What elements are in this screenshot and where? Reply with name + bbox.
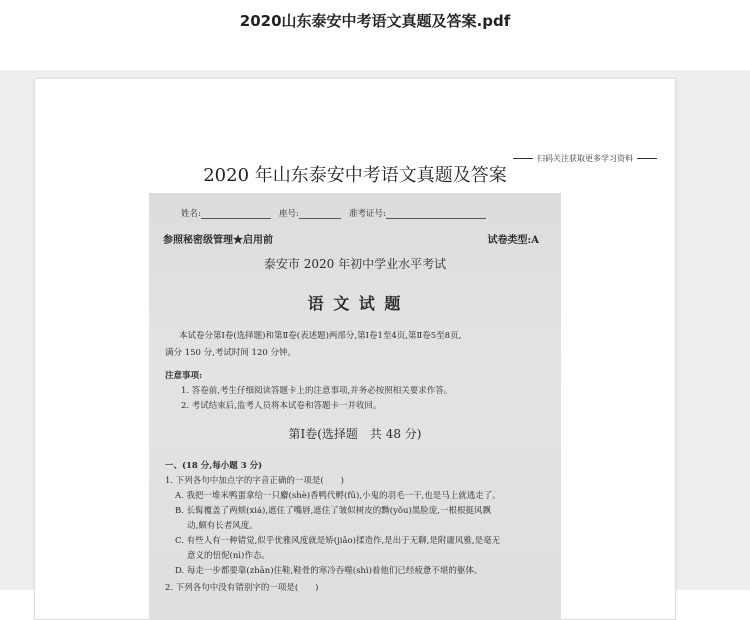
paper-type: 试卷类型:A bbox=[487, 235, 539, 246]
pdf-viewer[interactable] bbox=[0, 70, 750, 593]
q1-option-b-cont: 动,颇有长者风度。 bbox=[187, 521, 258, 531]
subject-title: 语 文 试 题 bbox=[307, 294, 403, 313]
section-title: 第Ⅰ卷(选择题 共 48 分) bbox=[288, 427, 422, 441]
form-fields bbox=[181, 207, 486, 219]
secret-label: 参照秘密级管理★启用前 bbox=[163, 235, 273, 246]
ticket-label: 准考证号: bbox=[348, 209, 386, 219]
q1-option-c: C. 有些人有一种错觉,似乎优雅风度就是矫(jiǎo)揉造作,是出于无聊,是附庸风雅,是毫无 bbox=[175, 536, 501, 546]
title-bar bbox=[0, 0, 750, 70]
q1-option-a: A. 我把一堆米鸭蛋拿给一只麝(shè)香鸭代孵(fū),小鬼的羽毛一干,也是马上就逃走了。 bbox=[175, 491, 501, 501]
q1-option-b: B. 长髯覆盖了两颊(xiá),遮住了嘴唇,遮住了皱似树皮的黝(yǒu)黑脸庞,一根根挺风飘 bbox=[175, 506, 491, 516]
scanned-exam-image bbox=[149, 193, 561, 620]
page-heading: 2020 年山东泰安中考语文真题及答案 bbox=[203, 165, 507, 186]
document-title: 2020山东泰安中考语文真题及答案.pdf bbox=[239, 12, 511, 30]
header-rule-left bbox=[513, 158, 533, 159]
name-label: 姓名: bbox=[181, 209, 201, 219]
q1-option-d: D. 每走一步都要靠(zhān)住鞋,鞋骨的寒冷吞噬(shì)着他们已经疲惫不堪的躯体。 bbox=[175, 566, 483, 576]
note-1: 1. 答卷前,考生仔细阅读答题卡上的注意事项,并务必按照相关要求作答。 bbox=[181, 386, 453, 396]
seat-blank bbox=[299, 209, 341, 219]
seat-label: 座号: bbox=[278, 209, 299, 219]
pdf-page bbox=[34, 78, 676, 620]
intro-line-2: 满分 150 分,考试时间 120 分钟。 bbox=[165, 348, 296, 358]
part-heading: 一、(18 分,每小题 3 分) bbox=[165, 461, 263, 471]
name-blank bbox=[201, 209, 271, 219]
question-2: 2. 下列各句中没有错别字的一项是( ) bbox=[165, 583, 319, 593]
question-1: 1. 下列各句中加点字的字音正确的一项是( ) bbox=[165, 476, 344, 486]
notes-heading: 注意事项: bbox=[165, 371, 203, 381]
exam-title: 泰安市 2020 年初中学业水平考试 bbox=[263, 257, 447, 271]
ticket-blank bbox=[386, 209, 486, 219]
q1-option-c-cont: 意义的忸怩(nì)作态。 bbox=[187, 551, 270, 561]
header-rule-right bbox=[637, 158, 657, 159]
intro-line-1: 本试卷分第Ⅰ卷(选择题)和第Ⅱ卷(表述题)两部分,第Ⅰ卷1至4页,第Ⅱ卷5至8页, bbox=[179, 331, 462, 341]
header-note-text: 扫码关注获取更多学习资料 bbox=[537, 154, 633, 163]
note-2: 2. 考试结束后,监考人员将本试卷和答题卡一并收回。 bbox=[181, 401, 382, 411]
